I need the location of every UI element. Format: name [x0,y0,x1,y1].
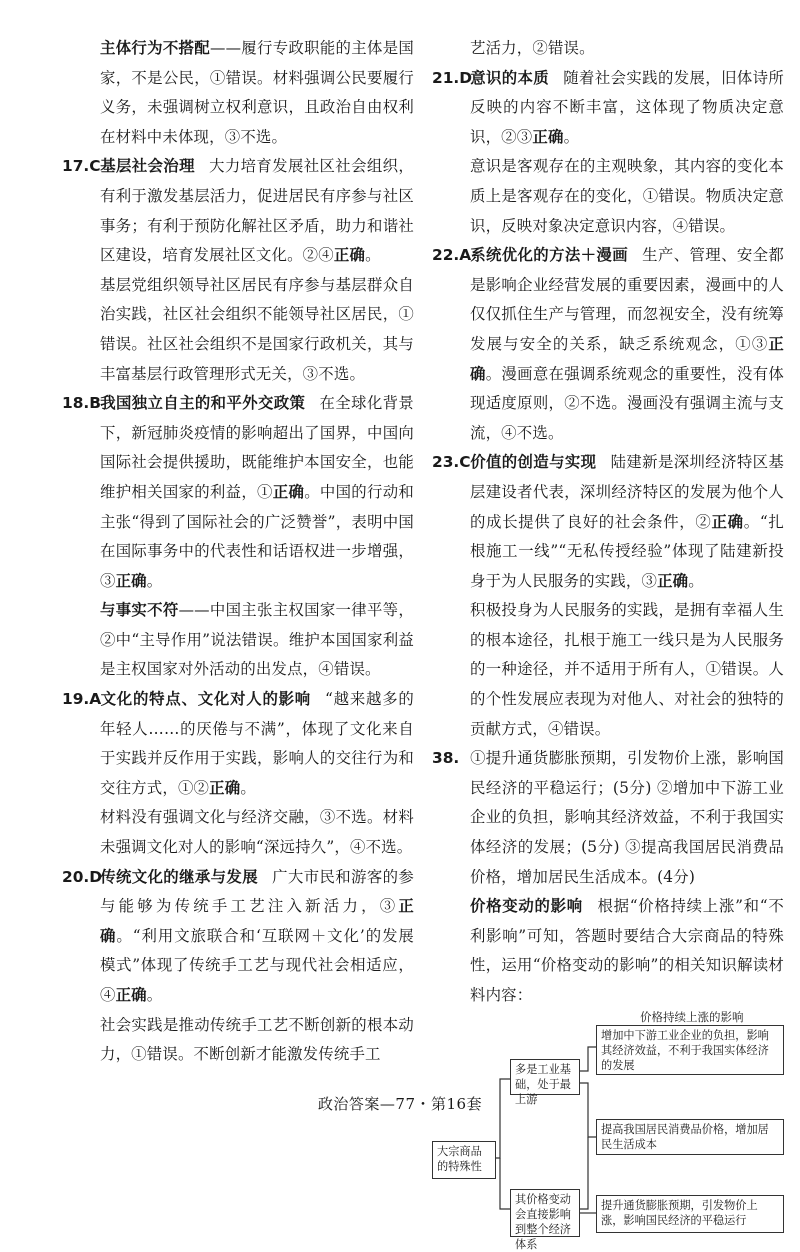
correct-mark: 正确 [657,571,689,590]
explanation-text: 陆建新是深圳经济特区基层建设者代表，深圳经济特区的发展为他个人的成长提供了良好的社会条件，② [470,453,784,531]
diagram-leaf-node: 增加中下游工业企业的负担，影响其经济效益，不利于我国实体经济的发展 [596,1025,784,1075]
diagram-root-node: 大宗商品的特殊性 [432,1141,496,1179]
explanation-text: 生产、管理、安全都是影响企业经营发展的重要因素，漫画中的人仅仅抓住生产与管理，而忽视安全，没有统筹发展与安全的关系，缺乏系统观念，①③ [470,246,784,353]
key-point: 文化的特点、文化对人的影响 [100,690,311,709]
connector [500,1158,510,1209]
question-number: 20.D [62,867,103,886]
question-21 [432,64,784,153]
question-number: 17.C [62,157,101,176]
question-38-note [432,892,784,1010]
left-column [62,34,414,1070]
question-19 [62,685,414,803]
price-impact-diagram [432,1009,784,1251]
correct-mark: 正确 [100,897,414,945]
correct-mark: 正确 [470,334,784,383]
punct: 。 [365,246,381,265]
continuation-paragraph: 艺活力，②错误。 [470,39,595,57]
punct: 。 [563,127,580,146]
explanation-text: 在全球化背景下，新冠肺炎疫情的影响超出了国界，中国向国际社会提供援助，既能维护本国安全，也能维护相关国家的利益，① [100,394,415,501]
key-point: 基层社会治理 [100,157,195,176]
correct-mark: 正确 [272,482,305,501]
question-23-note: 积极投身为人民服务的实践，是拥有幸福人生的根本途径，扎根于施工一线只是为人民服务的一种途径，并不适用于所有人，①错误。人的个性发展应表现为对他人、对社会的独特的贡献方式，④错误。 [470,601,784,738]
reason-label: 与事实不符 [100,601,179,620]
question-22 [432,241,784,448]
question-18-note [62,596,414,685]
connector [580,1137,588,1209]
key-point: 价值的创造与实现 [470,453,597,472]
correct-mark: 正确 [115,986,147,1004]
punct: 。 [688,571,704,590]
correct-mark: 正确 [711,512,744,531]
diagram-leaf-node: 提高我国居民消费品价格，增加居民生活成本 [596,1119,784,1155]
answer-text: ①提升通货膨胀预期，引发物价上涨，影响国民经济的平稳运行；(5分) ②增加中下游工业企业的负担，影响其经济效益，不利于我国实体经济的发展；(5分) ③提高我国居民消费品价格，增加居民生活成本。(4分) [470,749,784,886]
explanation-text: 。漫画意在强调系统观念的重要性，没有体现适度原则，②不选。漫画没有强调主流与支流，④不选。 [470,364,784,442]
question-38 [432,744,784,892]
key-point: 传统文化的继承与发展 [100,867,258,886]
question-number: 23.C [432,453,471,472]
question-number: 18.B [62,394,101,413]
explanation-text: 根据“价格持续上涨”和“不利影响”可知，答题时要结合大宗商品的特殊性，运用“价格变动的影响”的相关知识解读材料内容： [470,897,784,1004]
punct: 。 [146,571,163,590]
explanation-text: 。“扎根施工一线”“无私传授经验”体现了陆建新投身于为人民服务的实践，③ [470,512,784,590]
explanation-text: 。中国的行动和主张“得到了国际社会的广泛赞誉”，表明中国在国际事务中的代表性和话语权进一步增强，③ [100,482,415,590]
punct: 。 [146,986,163,1004]
key-point: 系统优化的方法＋漫画 [470,246,628,265]
diagram-title: 价格持续上涨的影响 [640,1009,744,1024]
explanation-text: “越来越多的年轻人……的厌倦与不满”，体现了文化来自于实践并反作用于实践，影响人的交往行为和交往方式，①② [100,690,414,797]
key-point: 我国独立自主的和平外交政策 [100,394,306,413]
explanation-text: 。“利用文旅联合和‘互联网＋文化’的发展模式”体现了传统手工艺与现代社会相适应，④ [100,926,415,1004]
diagram-node: 其价格变动会直接影响到整个经济体系 [510,1189,580,1237]
key-point: 意识的本质 [470,68,550,87]
question-17 [62,152,414,270]
diagram-node: 多是工业基础，处于最上游 [510,1059,580,1095]
explanation-text: 随着社会实践的发展，旧体诗所反映的内容不断丰富，这体现了物质决定意识，②③ [470,68,784,146]
correct-mark: 正确 [115,571,147,590]
question-17-note: 基层党组织领导社区居民有序参与基层群众自治实践，社区社会组织不能领导社区居民，①错误。社区社会组织不是国家行政机关，其与丰富基层行政管理形式无关，③不选。 [100,275,414,383]
connector [580,1047,596,1071]
question-number: 21.D [432,68,473,87]
question-number: 38. [432,749,460,768]
question-19-note: 材料没有强调文化与经济交融，③不选。材料未强调文化对人的影响“深远持久”，④不选。 [100,808,414,857]
connector [496,1079,510,1158]
key-point: 价格变动的影响 [470,897,583,916]
question-21-note: 意识是客观存在的主观映象，其内容的变化本质上是客观存在的变化，①错误。物质决定意识，反映对象决定意识内容，④错误。 [470,157,784,235]
correct-mark: 正确 [532,127,564,146]
explanation-text: 广大市民和游客的参与能够为传统手工艺注入新活力，③ [100,867,414,916]
paragraph-text: ——中国主张主权国家一律平等，②中“主导作用”说法错误。维护本国国家利益是主权国家对外活动的出发点，④错误。 [100,601,414,679]
right-column [432,34,784,1251]
explanation-text: 大力培育发展社区社会组织，有利于激发基层活力，促进居民有序参与社区事务；有利于预防化解社区矛盾，助力和谐社区建设，培育发展社区文化。②④ [100,157,415,265]
correct-mark: 正确 [333,246,366,265]
continuation-paragraph [62,34,414,152]
page-footer: 政治答案—77・第16套 [317,1095,483,1113]
reason-label: 主体行为不搭配 [100,39,210,57]
question-18 [62,389,414,596]
question-number: 22.A [432,246,472,265]
diagram-leaf-node: 提升通货膨胀预期，引发物价上涨，影响国民经济的平稳运行 [596,1195,784,1233]
correct-mark: 正确 [209,778,241,797]
question-20 [62,863,414,1011]
question-number: 19.A [62,690,102,709]
question-20-note: 社会实践是推动传统手工艺不断创新的根本动力，①错误。不断创新才能激发传统手工 [100,1015,414,1064]
punct: 。 [240,778,256,797]
question-23 [432,448,784,596]
paragraph-text: ——履行专政职能的主体是国家，不是公民，①错误。材料强调公民要履行义务，未强调树立权利意识，且政治自由权利在材料中未体现，③不选。 [100,39,414,146]
